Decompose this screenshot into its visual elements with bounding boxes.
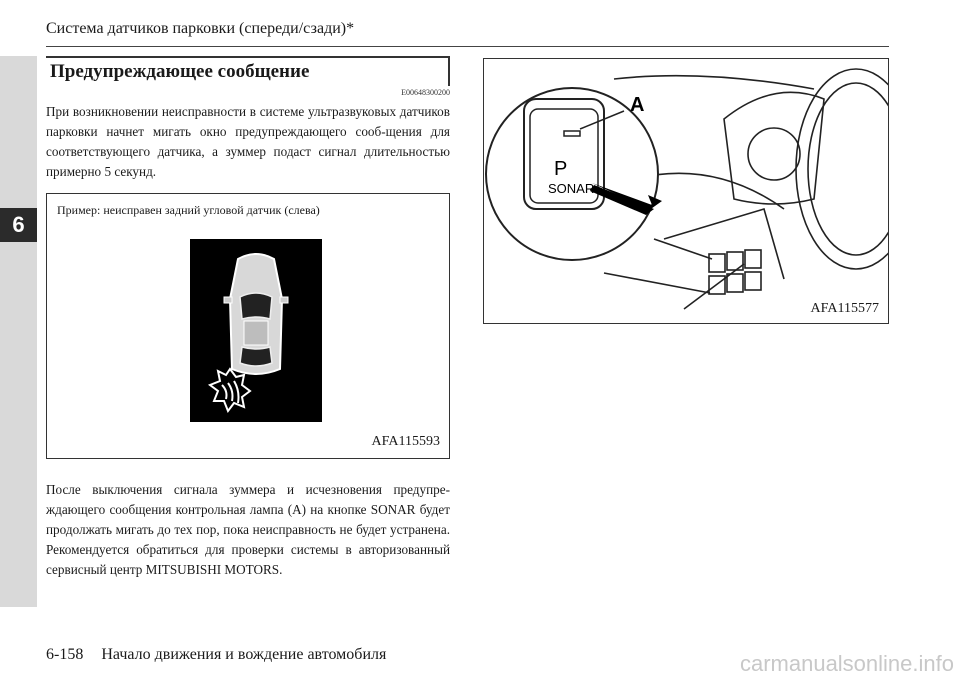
chapter-side-strip — [0, 56, 37, 607]
paragraph-sonar-lamp: После выключения сигнала зуммера и исчезновения предупре-ждающего сообщения контрольная лампа (A) на кнопке SONAR будет продолжать мигать до тех пор, пока неисправность не будет устранена. Рекомендуется обратиться для проверки системы в авторизованный сервисный центр MITSUBISHI MOTORS. — [46, 482, 450, 577]
watermark: carmanualsonline.info — [739, 651, 954, 676]
header-rule — [46, 46, 889, 47]
page-number: 6-158 — [46, 646, 84, 663]
section-code: E00648300200 — [401, 88, 450, 97]
svg-text:P: P — [554, 158, 568, 180]
paragraph-warning-intro: При возникновении неисправности в системе ультразвуковых датчиков парковки начнет мигать окно предупреждающего сооб-щения для соответствующего датчика, а зуммер подаст сигнал длительностью примерно 5 секунд. — [46, 104, 450, 179]
page-footer — [46, 646, 386, 664]
figure-sensor-display — [46, 193, 450, 459]
car-top-view-icon — [190, 239, 322, 422]
running-header: Система датчиков парковки (спереди/сзади)* — [46, 20, 355, 37]
figure-sonar-button — [483, 58, 889, 324]
callout-a-label: A — [630, 94, 645, 116]
figure-code: AFA115593 — [371, 434, 440, 449]
dashboard-illustration — [484, 59, 889, 324]
footer-chapter-title: Начало движения и вождение автомобиля — [101, 646, 387, 663]
chapter-tab: 6 — [0, 208, 37, 242]
figure-caption: Пример: неисправен задний угловой датчик (слева) — [57, 203, 320, 217]
section-title: Предупреждающее сообщение — [50, 61, 310, 82]
figure-code: AFA115577 — [810, 301, 879, 316]
parking-sensor-display-image — [190, 239, 322, 422]
svg-text:SONAR: SONAR — [548, 181, 595, 196]
